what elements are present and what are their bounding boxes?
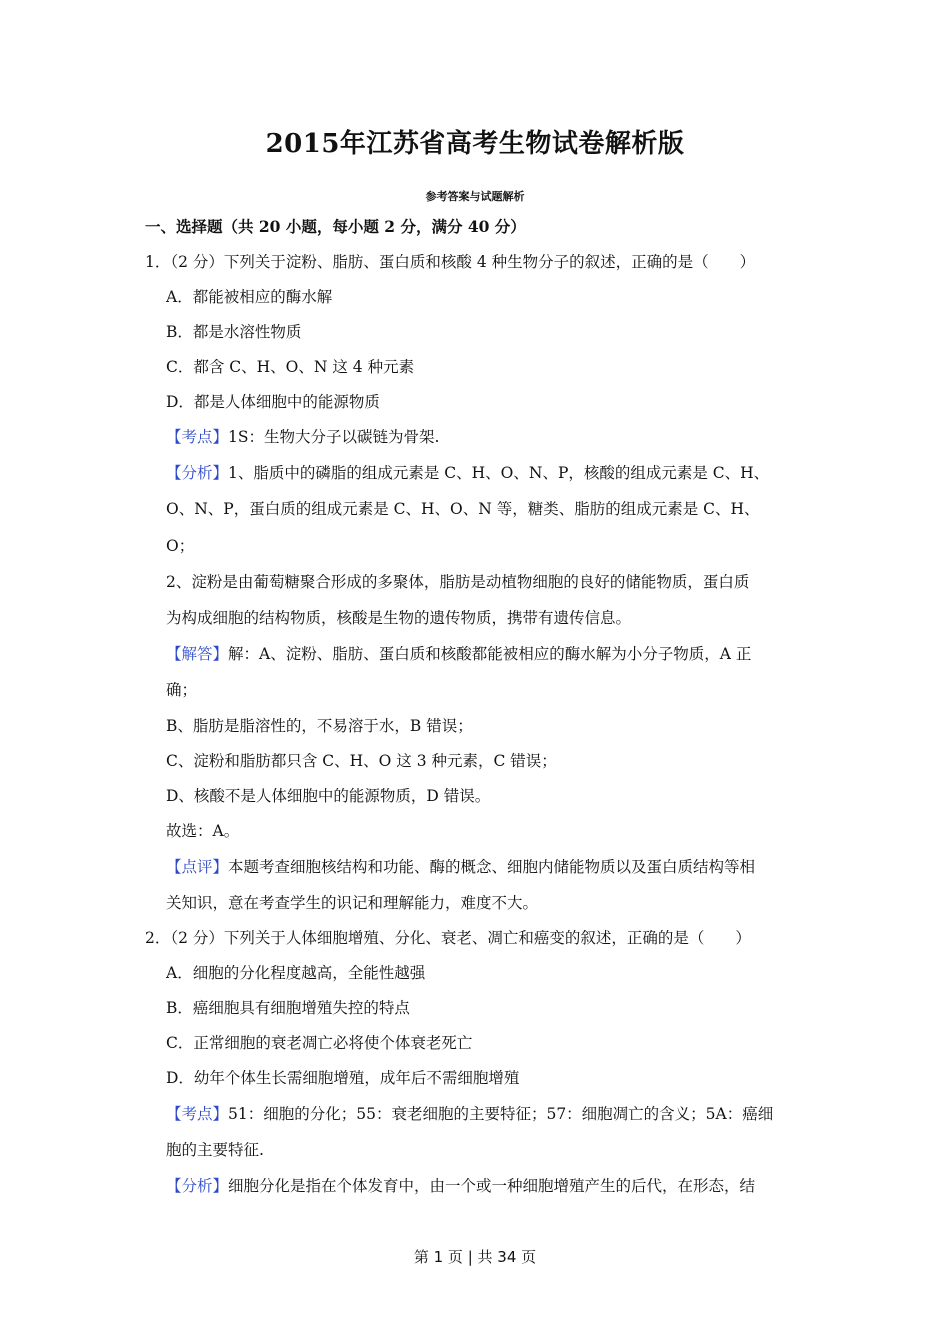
q1-fenxi-line-1: 1、脂质中的磷脂的组成元素是 C、H、O、N、P，核酸的组成元素是 C、H、 — [228, 464, 770, 482]
q1-fenxi — [166, 463, 769, 483]
q1-dianping — [166, 857, 755, 877]
q1-jieda — [166, 644, 751, 664]
jieda-tag: 【解答】 — [166, 645, 229, 663]
question-2-option-a: A．细胞的分化程度越高，全能性越强 — [166, 964, 426, 982]
q1-jieda-line-2: 确； — [166, 681, 198, 699]
q1-jieda-line-6: 故选：A。 — [166, 822, 240, 840]
q2-fenxi — [166, 1176, 755, 1196]
question-1-option-a: A．都能被相应的酶水解 — [166, 288, 333, 306]
kaodian-tag: 【考点】 — [166, 428, 229, 446]
q1-fenxi-line-2: O、N、P，蛋白质的组成元素是 C、H、O、N 等，糖类、脂肪的组成元素是 C、H、 — [166, 500, 760, 518]
q1-fenxi-line-3: O； — [166, 537, 195, 555]
question-1-option-d: D．都是人体细胞中的能源物质 — [166, 393, 380, 411]
kaodian-tag: 【考点】 — [166, 1105, 229, 1123]
page-title: 2015年江苏省高考生物试卷解析版 — [265, 129, 685, 159]
q1-fenxi-line-4: 2、淀粉是由葡萄糖聚合形成的多聚体，脂肪是动植物细胞的良好的储能物质，蛋白质 — [166, 573, 750, 591]
fenxi-tag: 【分析】 — [166, 1177, 229, 1195]
page-subtitle: 参考答案与试题解析 — [425, 190, 525, 203]
q1-jieda-line-3: B、脂肪是脂溶性的，不易溶于水，B 错误； — [166, 717, 473, 735]
q1-kaodian-text: 1S：生物大分子以碳链为骨架. — [228, 428, 440, 446]
q2-kaodian-line-1: 51：细胞的分化；55：衰老细胞的主要特征；57：细胞凋亡的含义；5A：癌细 — [228, 1105, 774, 1123]
q1-kaodian — [166, 427, 439, 447]
q1-jieda-line-5: D、核酸不是人体细胞中的能源物质，D 错误。 — [166, 787, 491, 805]
question-1-stem: 1．（2 分）下列关于淀粉、脂肪、蛋白质和核酸 4 种生物分子的叙述，正确的是（ ） — [145, 253, 756, 271]
q1-dianping-line-2: 关知识，意在考查学生的识记和理解能力，难度不大。 — [166, 894, 539, 912]
question-2-option-c: C．正常细胞的衰老凋亡必将使个体衰老死亡 — [166, 1034, 473, 1052]
q2-fenxi-text: 细胞分化是指在个体发育中，由一个或一种细胞增殖产生的后代，在形态，结 — [228, 1177, 756, 1195]
q1-jieda-line-1: 解：A、淀粉、脂肪、蛋白质和核酸都能被相应的酶水解为小分子物质，A 正 — [228, 645, 752, 663]
fenxi-tag: 【分析】 — [166, 464, 229, 482]
q2-kaodian — [166, 1104, 773, 1124]
question-2-option-b: B．癌细胞具有细胞增殖失控的特点 — [166, 999, 410, 1017]
q2-kaodian-line-2: 胞的主要特征. — [166, 1141, 264, 1159]
question-1-option-c: C．都含 C、H、O、N 这 4 种元素 — [166, 358, 415, 376]
question-2-stem: 2．（2 分）下列关于人体细胞增殖、分化、衰老、凋亡和癌变的叙述，正确的是（ ） — [145, 929, 751, 947]
dianping-tag: 【点评】 — [166, 858, 229, 876]
q1-fenxi-line-5: 为构成细胞的结构物质，核酸是生物的遗传物质，携带有遗传信息。 — [166, 609, 632, 627]
section-heading: 一、选择题（共 20 小题，每小题 2 分，满分 40 分） — [145, 217, 526, 236]
question-1-option-b: B．都是水溶性物质 — [166, 323, 302, 341]
question-2-option-d: D．幼年个体生长需细胞增殖，成年后不需细胞增殖 — [166, 1069, 520, 1087]
q1-dianping-line-1: 本题考查细胞核结构和功能、酶的概念、细胞内储能物质以及蛋白质结构等相 — [228, 858, 756, 876]
q1-jieda-line-4: C、淀粉和脂肪都只含 C、H、O 这 3 种元素，C 错误； — [166, 752, 557, 770]
page-footer: 第 1 页 | 共 34 页 — [413, 1248, 537, 1266]
